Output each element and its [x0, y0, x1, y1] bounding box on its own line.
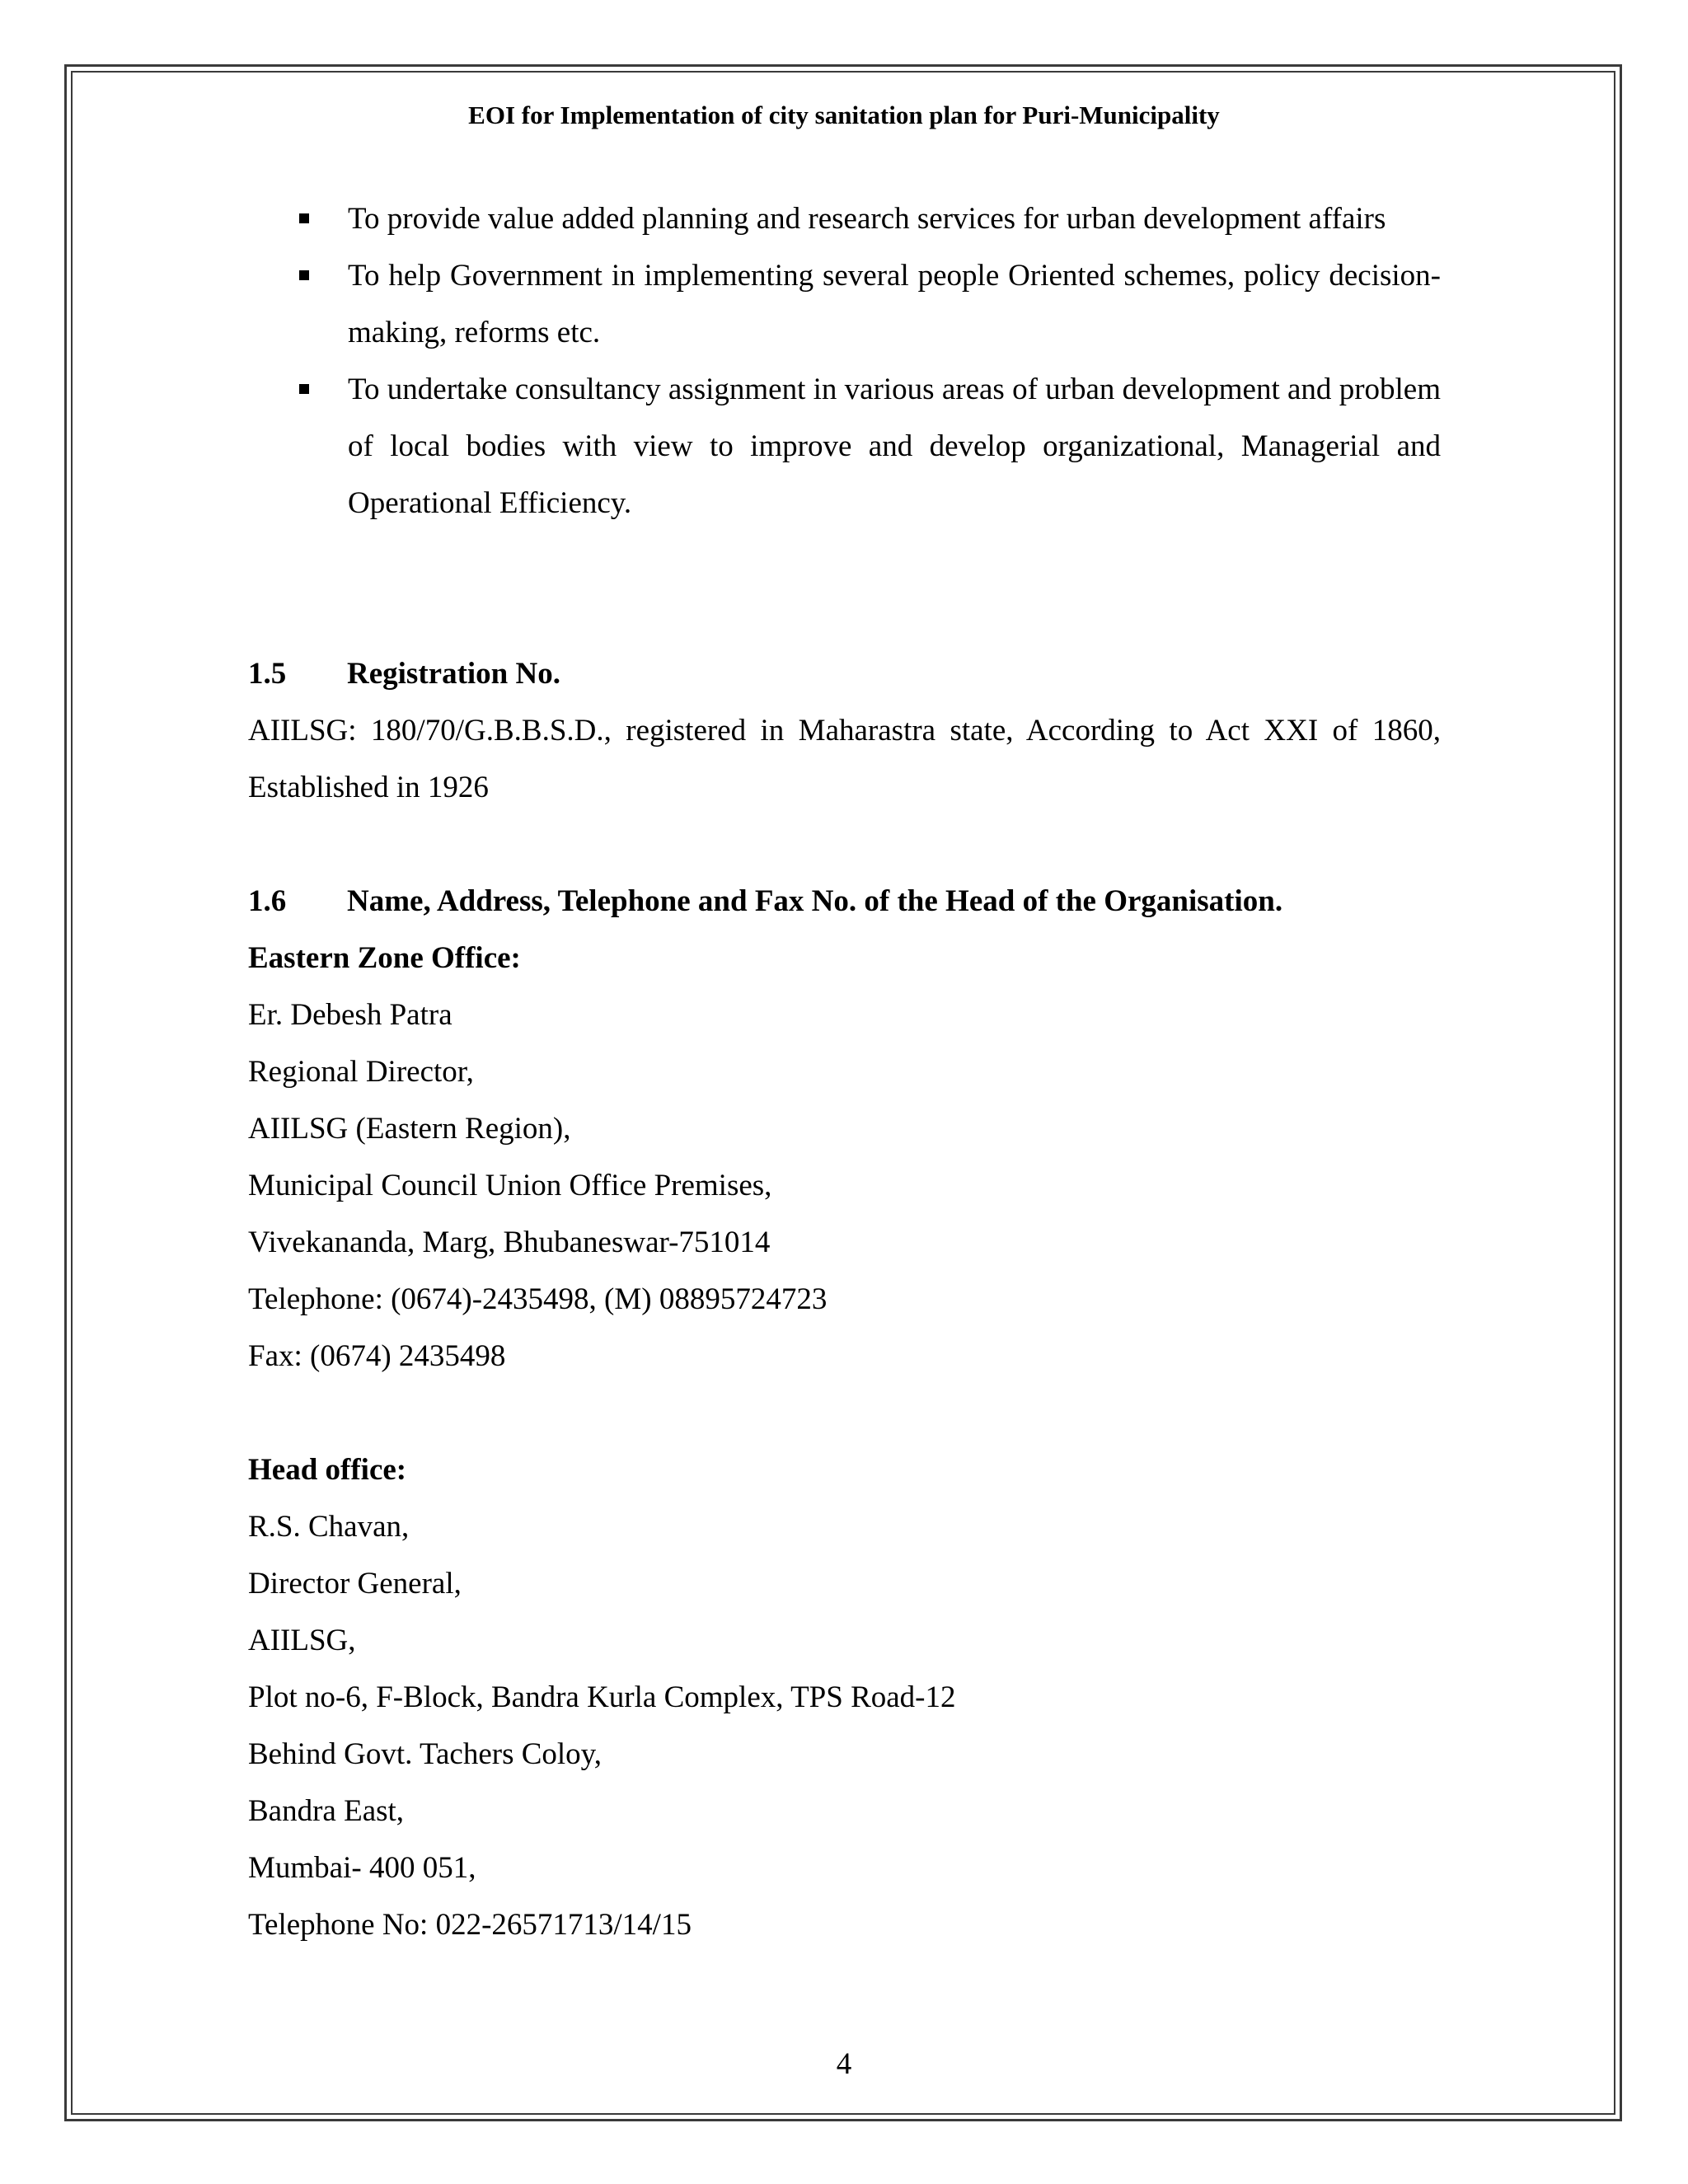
section-heading	[248, 873, 1441, 930]
page-number: 4	[836, 2047, 852, 2081]
section-heading	[248, 645, 1441, 702]
address-line: AIILSG (Eastern Region),	[248, 1112, 571, 1146]
address-line: Regional Director,	[248, 1055, 474, 1089]
square-bullet-icon	[299, 213, 309, 223]
section-head-of-organisation	[248, 873, 1441, 1385]
address-line: Mumbai- 400 051,	[248, 1851, 476, 1885]
registration-details: AIILSG: 180/70/G.B.B.S.D., registered in Maharastra state, According to Act XXI of 1860, Established in 1926	[248, 714, 1441, 804]
eastern-zone-heading: Eastern Zone Office:	[248, 941, 521, 975]
telephone-line: Telephone No: 022-26571713/14/15	[248, 1908, 692, 1942]
address-line: Director General,	[248, 1567, 462, 1601]
section-registration	[248, 645, 1441, 816]
objective-text: To undertake consultancy assignment in various areas of urban development and problem of local bodies with view to improve and develop organizational, Managerial and Operational Efficiency.	[348, 373, 1441, 520]
objective-text: To help Government in implementing several people Oriented schemes, policy decision-making, reforms etc.	[348, 259, 1441, 349]
section-title: Name, Address, Telephone and Fax No. of the Head of the Organisation.	[347, 884, 1283, 918]
objective-item	[297, 247, 1441, 361]
objective-item	[297, 190, 1441, 247]
document-header: EOI for Implementation of city sanitation plan for Puri-Municipality	[468, 101, 1220, 129]
address-line: Er. Debesh Patra	[248, 998, 452, 1032]
section-title: Registration No.	[347, 657, 560, 691]
telephone-line: Telephone: (0674)-2435498, (M) 08895724723	[248, 1282, 828, 1316]
address-line: Behind Govt. Tachers Coloy,	[248, 1737, 603, 1771]
address-line: AIILSG,	[248, 1624, 356, 1657]
address-line: R.S. Chavan,	[248, 1510, 410, 1544]
address-line: Vivekananda, Marg, Bhubaneswar-751014	[248, 1226, 771, 1259]
square-bullet-icon	[299, 270, 309, 280]
address-line: Municipal Council Union Office Premises,	[248, 1169, 772, 1202]
section-number: 1.6	[248, 884, 287, 918]
head-office-heading: Head office:	[248, 1453, 407, 1487]
square-bullet-icon	[299, 384, 309, 394]
section-number: 1.5	[248, 657, 287, 691]
objectives-list	[297, 190, 1441, 532]
objective-text: To provide value added planning and research services for urban development affairs	[348, 202, 1386, 236]
fax-line: Fax: (0674) 2435498	[248, 1339, 506, 1373]
address-line: Bandra East,	[248, 1794, 405, 1828]
address-line: Plot no-6, F-Block, Bandra Kurla Complex, TPS Road-12	[248, 1680, 956, 1714]
section-head-office	[248, 1441, 1441, 1953]
objective-item	[297, 361, 1441, 532]
